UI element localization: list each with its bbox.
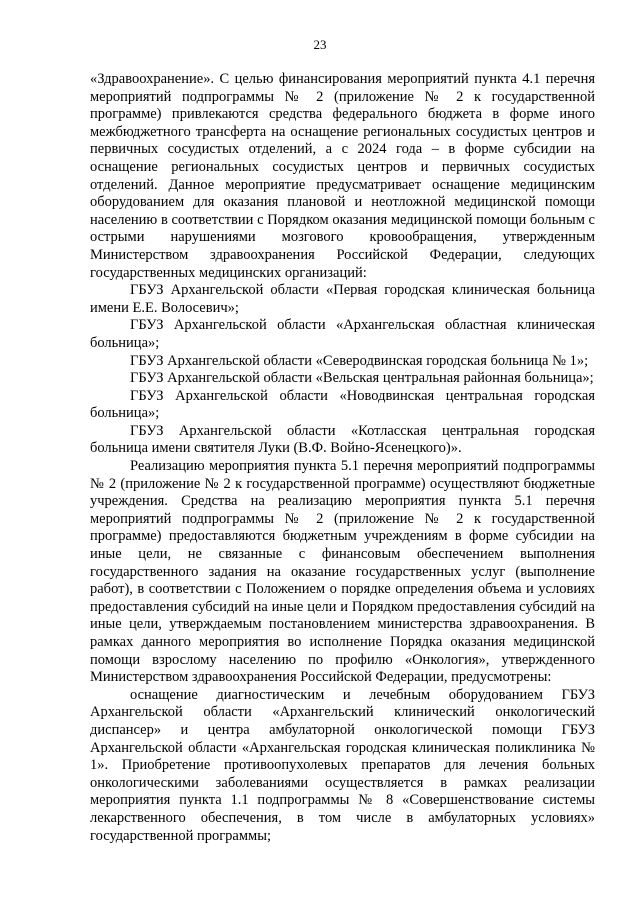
paragraph: «Здравоохранение». С целью финансирования мероприятий пункта 4.1 перечня мероприятий подпрограммы № 2 (приложение № 2 к государственной программе) привлекаются средства федерального бюджета в форме иного межбюджетного трансферта на оснащение региональных сосудистых центров и первичных сосудистых отделений, а с 2024 года – в форме субсидии на оснащение региональных сосудистых центров и первичных сосудистых отделений. Данное мероприятие предусматривает оснащение медицинским оборудованием для оказания плановой и неотложной медицинской помощи населению в соответствии с Порядком оказания медицинской помощи больным с острыми нарушениями мозгового кровообращения, утвержденным Министерством здравоохранения Российской Федерации, следующих государственных медицинских организаций: xyxy=(90,71,595,281)
paragraph: ГБУЗ Архангельской области «Архангельская областная клиническая больница»; xyxy=(90,317,595,351)
paragraph: оснащение диагностическим и лечебным оборудованием ГБУЗ Архангельской области «Архангельский клинический онкологический диспансер» и центра амбулаторной онкологической помощи ГБУЗ Архангельской области «Архангельская городская клиническая поликлиника № 1». Приобретение противоопухолевых препаратов для лечения больных онкологическими заболеваниями осуществляется в рамках реализации мероприятия пункта 1.1 подпрограммы № 8 «Совершенствование системы лекарственного обеспечения, в том числе в амбулаторных условиях» государственной программы; xyxy=(90,686,595,844)
paragraph: ГБУЗ Архангельской области «Вельская центральная районная больница»; xyxy=(130,370,594,387)
paragraph: ГБУЗ Архангельской области «Первая городская клиническая больница имени Е.Е. Волосевич»; xyxy=(90,282,595,316)
paragraph: ГБУЗ Архангельской области «Котласская центральная городская больница имени святителя Луки (В.Ф. Войно-Ясенецкого)». xyxy=(90,422,595,457)
paragraph: ГБУЗ Архангельской области «Новодвинская центральная городская больница»; xyxy=(90,387,595,422)
page-number: 23 xyxy=(313,37,327,52)
paragraph: Реализацию мероприятия пункта 5.1 перечня мероприятий подпрограммы № 2 (приложение № 2 к государственной программе) осуществляют бюджетные учреждения. Средства на реализацию мероприятия пункта 5.1 перечня мероприятий подпрограммы № 2 (приложение № 2 к государственной программе) предоставляются бюджетным учреждениям в форме субсидии на иные цели, не связанные с финансовым обеспечением выполнения государственного задания на оказание государственных услуг (выполнение работ), в соответствии с Положением о порядке определения объема и условиях предоставления субсидий на иные цели и Порядком предоставления субсидий на иные цели, утверждаемым постановлением министерства здравоохранения. В рамках данного мероприятия во исполнение Порядка оказания медицинской помощи взрослому населению по профилю «Онкология», утвержденного Министерством здравоохранения Российской Федерации, предусмотрены: xyxy=(90,458,595,686)
document-body xyxy=(90,71,595,845)
paragraph: ГБУЗ Архангельской области «Северодвинская городская больница № 1»; xyxy=(130,352,589,369)
